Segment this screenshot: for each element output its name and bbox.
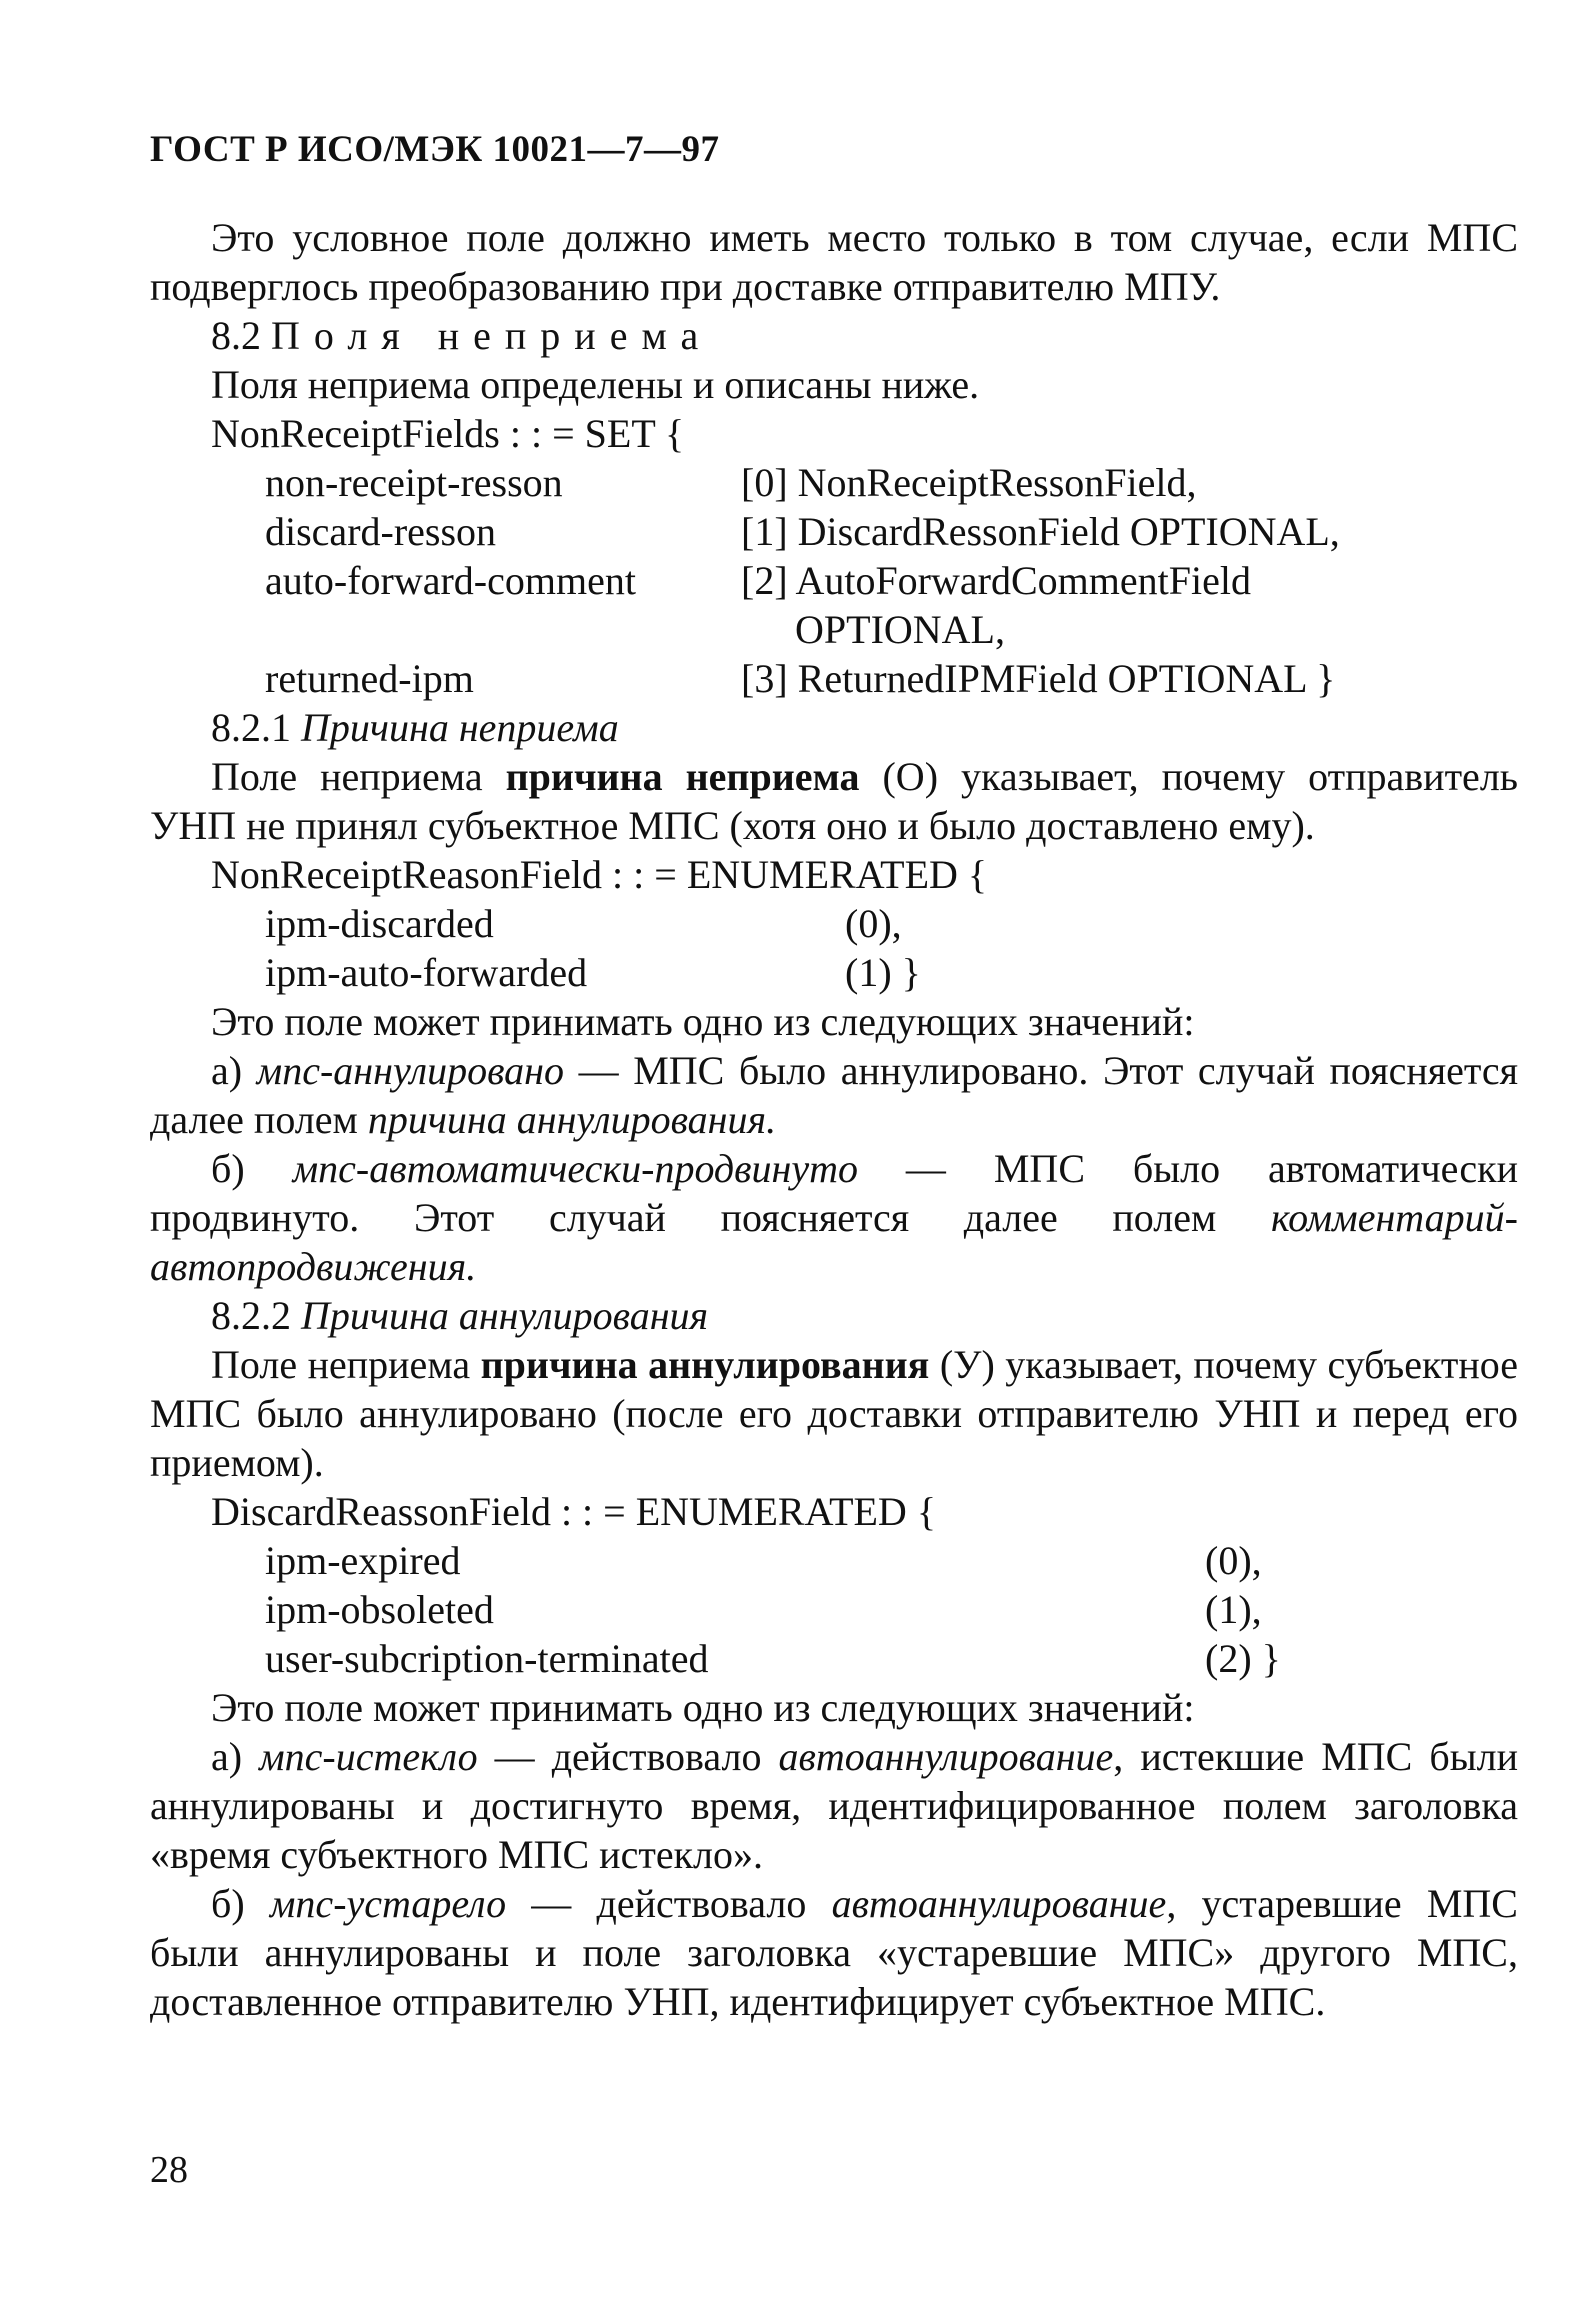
text-run: — действовало xyxy=(506,1881,832,1926)
asn-field-row xyxy=(265,605,1518,654)
section-number: 8.2.2 xyxy=(211,1293,291,1338)
enum-name: user-subcription-terminated xyxy=(265,1636,709,1681)
section-8-2-1-heading xyxy=(150,703,1518,752)
section-title: Поля неприема xyxy=(271,313,713,358)
value-item-a xyxy=(150,1046,1518,1144)
asn-field-row xyxy=(265,556,1518,605)
enum-row xyxy=(265,948,1518,997)
section-number: 8.2 xyxy=(211,313,261,358)
field-name: discard-resson xyxy=(265,509,497,554)
document-body xyxy=(150,213,1518,2026)
field-tag: [0] xyxy=(741,460,788,505)
enum-row xyxy=(265,1585,1518,1634)
section-8-2-1-paragraph xyxy=(150,752,1518,850)
enum-code: (0), xyxy=(845,901,902,946)
section-number: 8.2.1 xyxy=(211,705,291,750)
field-type: DiscardRessonField OPTIONAL, xyxy=(797,509,1340,554)
document-header: ГОСТ Р ИСО/МЭК 10021—7—97 xyxy=(150,129,720,170)
page-number: 28 xyxy=(150,2149,188,2191)
text-run: Поле неприема xyxy=(211,754,506,799)
asn-definition-head: DiscardReassonField : : = ENUMERATED { xyxy=(211,1489,937,1534)
text-run: б) xyxy=(211,1146,293,1191)
field-tag: [1] xyxy=(741,509,788,554)
value-item-b xyxy=(150,1144,1518,1291)
value-term: мпс-аннулировано xyxy=(256,1048,565,1093)
asn-enum-list xyxy=(150,1536,1518,1683)
field-tag: [3] xyxy=(741,656,788,701)
values-intro: Это поле может принимать одно из следующих значений: xyxy=(211,999,1195,1044)
asn-enum-list xyxy=(150,899,1518,997)
value-term: автоаннулирование xyxy=(831,1881,1167,1926)
section-title: Причина аннулирования xyxy=(301,1293,709,1338)
value-item-a xyxy=(150,1732,1518,1879)
enum-code: (1) } xyxy=(845,950,921,995)
enum-row xyxy=(265,1536,1518,1585)
asn-field-row xyxy=(265,654,1518,703)
field-type: AutoForwardCommentField xyxy=(795,558,1251,603)
text-run: , устаревшие МПС были аннулированы и поле заголовка «устаревшие МПС» другого МПС, доставленное отправителю УНП, идентифицирует субъектное МПС. xyxy=(150,1881,1518,2024)
text-run: Поле неприема xyxy=(211,1342,481,1387)
text-run: — МПС было автоматически продвинуто. Этот случай поясняется далее полем xyxy=(150,1146,1518,1240)
text-run: б) xyxy=(211,1881,270,1926)
field-type: NonReceiptRessonField, xyxy=(797,460,1197,505)
intro-paragraph: Это условное поле должно иметь место только в том случае, если МПС подверглось преобразованию при доставке отправителю МПУ. xyxy=(150,215,1518,309)
value-term: автоаннулирование xyxy=(778,1734,1114,1779)
field-name: returned-ipm xyxy=(265,656,474,701)
asn-field-row xyxy=(265,458,1518,507)
asn-definition-head: NonReceiptFields : : = SET { xyxy=(211,411,685,456)
enum-row xyxy=(265,1634,1518,1683)
text-run: (О) указывает, почему отправитель УНП не принял субъектное МПС (хотя оно и было доставлено ему). xyxy=(150,754,1519,848)
field-term: причина аннулирования xyxy=(480,1342,930,1387)
enum-name: ipm-discarded xyxy=(265,901,494,946)
section-8-2-description: Поля неприема определены и описаны ниже. xyxy=(211,362,980,407)
enum-code: (1), xyxy=(1205,1587,1262,1632)
field-term: причина неприема xyxy=(505,754,860,799)
enum-name: ipm-obsoleted xyxy=(265,1587,494,1632)
field-reference: комментарий-автопродвижения. xyxy=(150,1195,1518,1289)
enum-code: (2) } xyxy=(1205,1636,1281,1681)
asn-definition-head: NonReceiptReasonField : : = ENUMERATED { xyxy=(211,852,988,897)
value-term: мпс-устарело xyxy=(269,1881,507,1926)
section-title: Причина неприема xyxy=(301,705,619,750)
value-item-b xyxy=(150,1879,1518,2026)
section-8-2-2-paragraph xyxy=(150,1340,1518,1487)
value-term: мпс-истекло xyxy=(259,1734,478,1779)
section-8-2-2-heading xyxy=(150,1291,1518,1340)
value-term: мпс-автоматически-продвинуто xyxy=(292,1146,858,1191)
values-intro: Это поле может принимать одно из следующих значений: xyxy=(211,1685,1195,1730)
text-run: — действовало xyxy=(477,1734,779,1779)
section-8-2-heading xyxy=(150,311,1518,360)
text-run: , истекшие МПС были аннулированы и достигнуто время, идентифицированное полем заголовка «время субъектного МПС истекло». xyxy=(150,1734,1518,1877)
field-tag: [2] xyxy=(741,558,788,603)
field-name: non-receipt-resson xyxy=(265,460,563,505)
field-type: ReturnedIPMField OPTIONAL } xyxy=(797,656,1336,701)
text-run: а) xyxy=(211,1048,257,1093)
text-run: а) xyxy=(211,1734,260,1779)
text-run: — МПС было аннулировано. Этот случай поясняется далее полем xyxy=(150,1048,1518,1142)
enum-code: (0), xyxy=(1205,1538,1262,1583)
enum-name: ipm-auto-forwarded xyxy=(265,950,588,995)
enum-name: ipm-expired xyxy=(265,1538,461,1583)
asn-field-list xyxy=(150,458,1518,703)
enum-row xyxy=(265,899,1518,948)
field-reference: причина аннулирования. xyxy=(367,1097,777,1142)
field-type: OPTIONAL, xyxy=(795,607,1005,652)
field-name xyxy=(265,605,741,654)
asn-field-row xyxy=(265,507,1518,556)
text-run: (У) указывает, почему субъектное МПС было аннулировано (после его доставки отправителю УНП и перед его приемом). xyxy=(150,1342,1519,1485)
field-name: auto-forward-comment xyxy=(265,558,636,603)
